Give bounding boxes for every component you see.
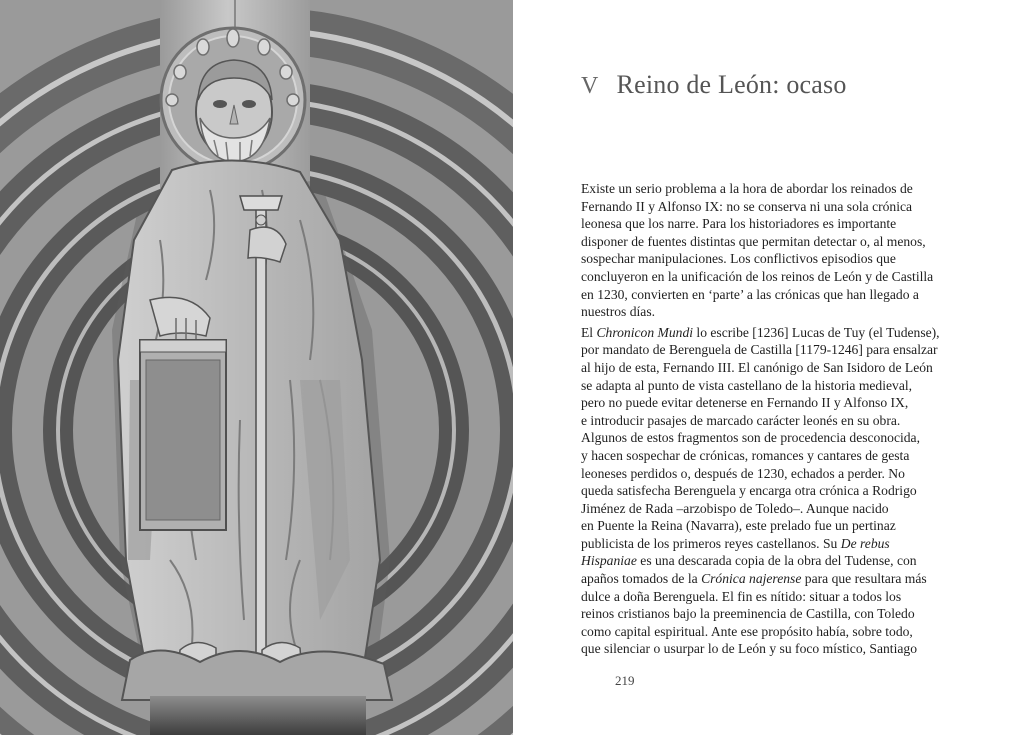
base: [122, 650, 392, 735]
italic-text: Chronicon Mundi: [596, 324, 694, 340]
text-run: e introducir pasajes de marcado carácter leonés en su obra.: [581, 412, 901, 428]
paragraph: [581, 324, 963, 658]
text-run: que silenciar o usurpar lo de León y su foco místico, Santiago: [581, 641, 917, 657]
chapter-heading: [581, 70, 847, 100]
chapter-numeral: V: [581, 73, 599, 99]
text-run: pero no puede evitar detenerse en Fernando II y Alfonso IX,: [581, 395, 909, 411]
text-run: publicista de los primeros reyes castellanos. Su: [581, 535, 841, 551]
text-line: [581, 215, 963, 233]
scroll: [140, 340, 226, 530]
text-page: [513, 0, 1024, 735]
text-run: se adapta al punto de vista castellano de la historia medieval,: [581, 377, 913, 393]
text-run: Fernando II y Alfonso IX: no se conserva ni una sola crónica: [581, 198, 913, 214]
paragraph: [581, 180, 963, 321]
text-run: disponer de fuentes distintas que permitan detectar o, al menos,: [581, 233, 926, 249]
text-line: [581, 429, 963, 447]
text-line: [581, 412, 963, 430]
text-line: [581, 447, 963, 465]
head: [196, 60, 272, 162]
text-line: [581, 233, 963, 251]
text-line: [581, 623, 963, 641]
text-line: [581, 465, 963, 483]
text-line: [581, 588, 963, 606]
text-line: [581, 552, 963, 570]
text-run: concluyeron en la unificación de los reinos de León y de Castilla: [581, 268, 934, 284]
chapter-title: Reino de León: ocaso: [616, 70, 847, 99]
text-run: reinos cristianos bajo la preeminencia de Castilla, con Toledo: [581, 606, 915, 622]
text-run: Algunos de estos fragmentos son de procedencia desconocida,: [581, 430, 920, 446]
text-line: [581, 198, 963, 216]
text-line: [581, 359, 963, 377]
text-line: [581, 286, 963, 304]
text-run: sospechar manipulaciones. Los conflictivos episodios que: [581, 251, 896, 267]
text-run: para que resultara más: [801, 571, 927, 587]
text-line: [581, 250, 963, 268]
italic-text: De rebus: [840, 535, 890, 551]
text-line: [581, 535, 963, 553]
text-line: [581, 341, 963, 359]
text-line: [581, 377, 963, 395]
text-line: [581, 482, 963, 500]
text-run: leonesa que los narre. Para los historiadores es importante: [581, 216, 897, 232]
text-line: [581, 500, 963, 518]
italic-text: Hispaniae: [581, 553, 637, 569]
text-run: dulce a doña Berenguela. El fin es nítido: situar a todos los: [581, 588, 902, 604]
text-run: por mandato de Berenguela de Castilla [1179-1246] para ensalzar: [581, 342, 938, 358]
text-run: y hacen sospechar de crónicas, romances y cantares de gesta: [581, 447, 910, 463]
text-run: en 1230, convierten en ‘parte’ a las crónicas que han llegado a: [581, 286, 919, 302]
text-line: [581, 268, 963, 286]
text-line: [581, 640, 963, 658]
text-run: leoneses perdidos o, después de 1230, echados a perder. No: [581, 465, 905, 481]
text-line: [581, 180, 963, 198]
text-line: [581, 324, 963, 342]
text-line: [581, 517, 963, 535]
text-run: al hijo de esta, Fernando III. El canónigo de San Isidoro de León: [581, 359, 933, 375]
text-run: lo escribe [1236] Lucas de Tuy (el Tudense),: [693, 324, 940, 340]
text-line: [581, 605, 963, 623]
text-line: [581, 303, 963, 321]
text-line: [581, 570, 963, 588]
body-text: [581, 180, 963, 661]
text-run: El: [581, 324, 597, 340]
italic-text: Crónica najerense: [701, 571, 802, 587]
text-run: nuestros días.: [581, 304, 656, 320]
text-run: Existe un serio problema a la hora de abordar los reinados de: [581, 181, 913, 196]
text-run: apaños tomados de la: [581, 571, 702, 587]
page-number: 219: [615, 673, 635, 688]
text-line: [581, 394, 963, 412]
text-run: es una descarada copia de la obra del Tudense, con: [636, 553, 917, 569]
text-run: queda satisfecha Berenguela y encarga otra crónica a Rodrigo: [581, 483, 917, 499]
text-run: Jiménez de Rada –arzobispo de Toledo–. Aunque nacido: [581, 500, 889, 516]
text-run: en Puente la Reina (Navarra), este prelado fue un pertinaz: [581, 518, 896, 534]
text-run: como capital espiritual. Ante ese propósito había, sobre todo,: [581, 623, 913, 639]
